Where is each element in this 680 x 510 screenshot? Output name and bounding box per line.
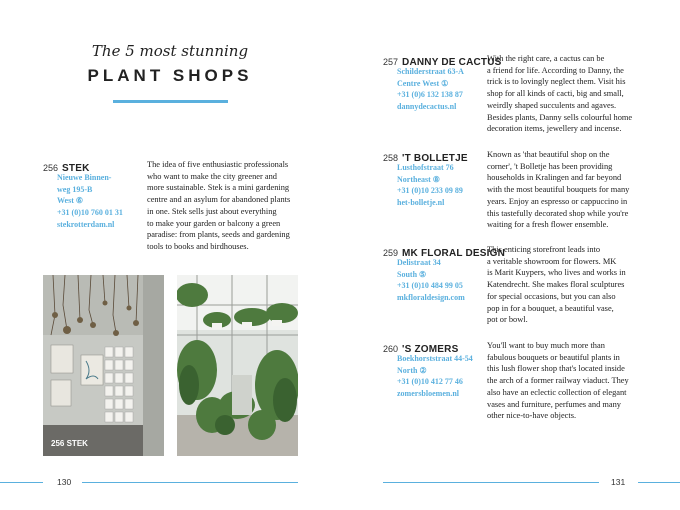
description-line: trick is to lovingly neglect them. Visit his (487, 77, 626, 87)
address-phone: +31 (0)10 233 09 89 (397, 186, 463, 196)
description-line: corner', 't Bolletje has been providing (487, 161, 613, 171)
description-line: shop for all kinds of cacti, big and small, (487, 89, 624, 99)
description-line: years. Enjoy an espresso or cappuccino in (487, 196, 628, 206)
description-line: the arch of a former railway viaduct. They (487, 376, 629, 386)
address-website[interactable]: zomersbloemen.nl (397, 389, 459, 399)
entry-number: 259 (383, 248, 399, 258)
entry-address-259 (397, 257, 465, 304)
address-phone: +31 (0)6 132 138 87 (397, 90, 463, 100)
footer-rule-right-outer (638, 482, 680, 483)
address-street-line2: weg 195-B (57, 184, 93, 194)
entry-number: 256 (43, 163, 59, 173)
page-number-left: 130 (57, 477, 72, 487)
address-website[interactable]: stekrotterdam.nl (57, 219, 115, 229)
entry-number: 258 (383, 153, 399, 163)
description-line: households in Kralingen and far beyond (487, 173, 622, 183)
entry-description-259 (487, 244, 626, 326)
description-line: this tastefully decorated shop while you're (487, 208, 629, 218)
entry-name: DANNY DE CACTUS (402, 57, 502, 68)
address-street: Delistraat 34 (397, 258, 441, 267)
entry-name: STEK (62, 163, 90, 174)
address-phone: +31 (0)10 760 01 31 (57, 208, 123, 218)
description-line: Besides plants, Danny sells colourful home (487, 112, 633, 122)
description-line: paradise: from plants, seeds and gardening (147, 230, 290, 240)
section-title: PLANT SHOPS (87, 66, 253, 85)
entry-address-258 (397, 162, 463, 209)
entry-name: 'S ZOMERS (402, 344, 459, 355)
entry-description-258 (487, 149, 629, 231)
photo-stek-wall-image (43, 275, 164, 456)
description-line: weirdly shaped succulents and agaves. (487, 100, 617, 110)
entry-address-256 (57, 172, 123, 231)
entry-name: 'T BOLLETJE (402, 153, 468, 164)
description-line: more sustainable. Stek is a mini gardening (147, 183, 290, 193)
description-line: is Marit Kuypers, who lives and works in (487, 268, 626, 278)
address-website[interactable]: dannydecactus.nl (397, 102, 457, 112)
description-line: Known as 'that beautiful shop on the (487, 150, 610, 159)
entry-address-257 (397, 66, 464, 113)
entry-description-260 (487, 340, 629, 422)
description-line: fabulous bouquets or beautiful plants in (487, 352, 620, 362)
footer-rule-left-outer (0, 482, 43, 483)
footer-rule-right-inner (383, 482, 599, 483)
address-street: Boekhorststraat 44-54 (397, 354, 473, 363)
description-line: to make your garden or balcony a green (147, 218, 281, 228)
description-line: pop in for a bouquet, a beautiful vase, (487, 303, 614, 313)
address-phone: +31 (0)10 412 77 46 (397, 377, 463, 387)
entry-number: 260 (383, 344, 399, 354)
page-number-right: 131 (611, 477, 626, 487)
address-district: South ⑤ (397, 269, 427, 279)
description-line: with the most beautiful bouquets for many (487, 185, 630, 195)
photo-caption (51, 439, 88, 448)
description-line: You'll want to buy much more than (487, 341, 605, 350)
photo-caption-number: 256 (51, 439, 65, 448)
address-phone: +31 (0)10 484 99 05 (397, 281, 463, 291)
entry-address-260 (397, 353, 473, 400)
address-street: Lusthofstraat 76 (397, 163, 454, 172)
address-website[interactable]: mkfloraldesign.com (397, 293, 465, 303)
photo-stek-interior-image (177, 275, 298, 456)
section-subtitle: The 5 most stunning (91, 42, 249, 60)
description-line: decoration items, jewellery and incense. (487, 124, 622, 134)
description-line: waiting for a fresh flower ensemble. (487, 220, 609, 230)
description-line: who want to make the city greener and (147, 171, 277, 181)
title-underline (113, 100, 228, 103)
photo-stek-interior (177, 275, 298, 456)
description-line: pot or bowl. (487, 315, 528, 325)
description-line: other nice-to-have objects. (487, 411, 577, 421)
description-line: centre and an asylum for abandoned plants (147, 195, 291, 205)
description-line: With the right care, a cactus can be (487, 54, 605, 63)
entry-name: MK FLORAL DESIGN (402, 248, 506, 259)
address-street-line1: Nieuwe Binnen- (57, 173, 112, 182)
address-district: Centre West ① (397, 78, 449, 88)
description-line: also have an eclectic collection of elegant (487, 387, 627, 397)
address-district: Northeast ⑧ (397, 174, 440, 184)
description-line: vases and furniture, perfumes and many (487, 399, 621, 409)
description-line: This enticing storefront leads into (487, 245, 601, 254)
description-line: Katendrecht. She makes floral sculptures (487, 280, 625, 290)
footer-rule-left-inner (82, 482, 298, 483)
description-line: for special occasions, but you can also (487, 291, 616, 301)
entry-description-257 (487, 53, 632, 135)
description-line: a veritable showroom for flowers. MK (487, 256, 617, 266)
address-district: West ⑥ (57, 196, 84, 206)
photo-caption-name: STEK (66, 439, 88, 448)
photo-stek-wall (43, 275, 164, 456)
description-line: The idea of five enthusiastic professionals (147, 160, 289, 169)
description-line: in one. Stek sells just about everything (147, 206, 277, 216)
description-line: a friend for life. According to Danny, the (487, 65, 624, 75)
entry-description-256 (147, 159, 290, 253)
entry-number: 257 (383, 57, 399, 67)
address-website[interactable]: het-bolletje.nl (397, 198, 445, 208)
address-district: North ② (397, 365, 427, 375)
description-line: this lush flower shop that's located inside (487, 364, 625, 374)
address-street: Schilderstraat 63-A (397, 67, 464, 76)
description-line: tools to books and birdhouses. (147, 241, 249, 251)
